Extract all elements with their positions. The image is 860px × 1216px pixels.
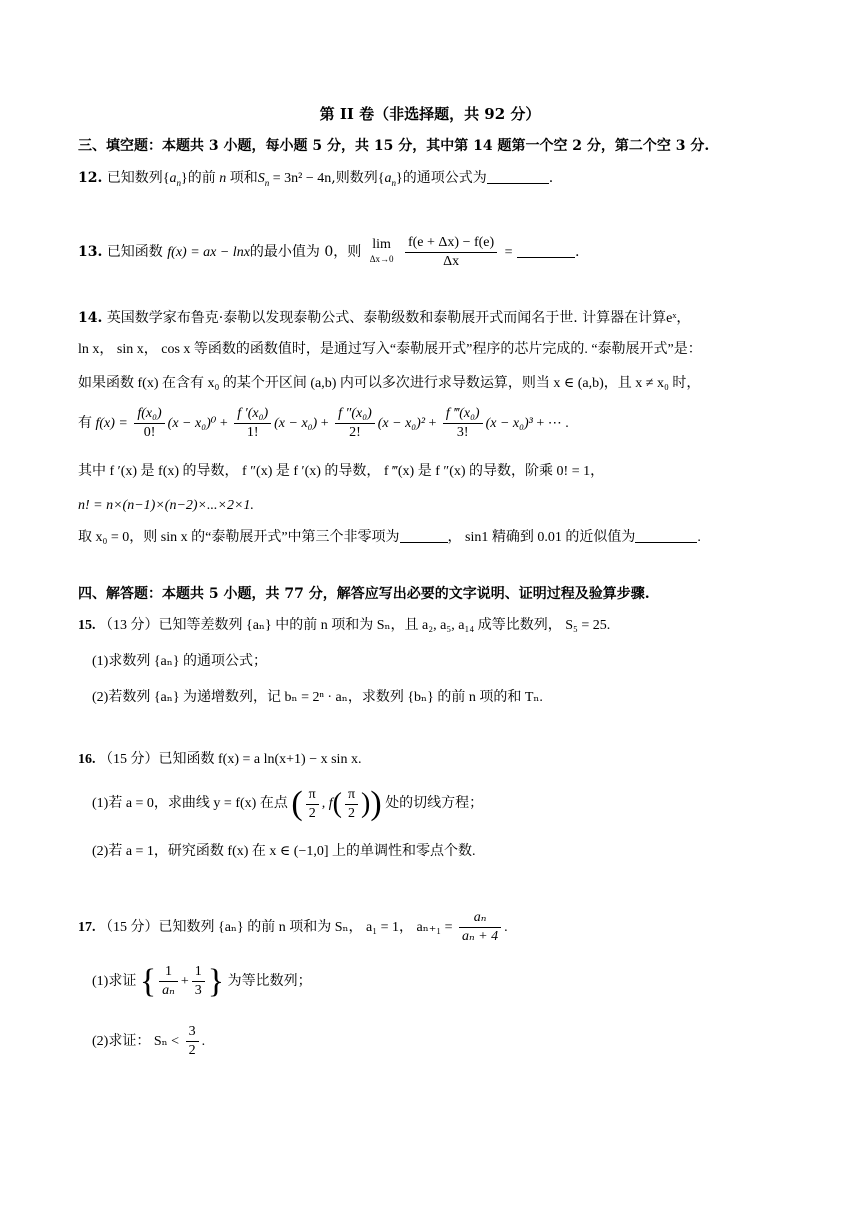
fraction-denominator: aₙ: [162, 983, 175, 999]
q17-part-1: [92, 962, 800, 1002]
right-paren: ): [370, 785, 382, 822]
question-14-line-5: 其中 f ′(x) 是 f(x) 的导数， f ″(x) 是 f ′(x) 的导数， f ‴(x) 是 f ″(x) 的导数，阶乘 0! = 1，: [78, 464, 605, 479]
fraction-denominator: Δx: [443, 253, 460, 269]
q12-text: 已知数列: [106, 170, 163, 186]
taylor-lhs: f(x) =: [95, 416, 128, 431]
question-number: 16.: [78, 752, 96, 767]
plus-sign: +: [180, 974, 189, 989]
fraction-numerator: 3: [186, 1023, 199, 1042]
question-14-line-3: 如果函数 f(x) 在含有 x₀ 的某个开区间 (a,b) 内可以多次进行求导数运算，则当 x ∈ (a,b)，且 x ≠ x₀ 时，: [78, 376, 701, 391]
fraction-numerator: aₙ: [459, 909, 501, 928]
one-third: [192, 963, 205, 1000]
plus-sign: +: [219, 416, 228, 431]
term-denominator: 1!: [246, 425, 259, 441]
plus-sign: +: [320, 416, 329, 431]
q17-stem: （15 分）已知数列 {aₙ} 的前 n 项和为 Sₙ， a₁ = 1， aₙ₊₁ =: [99, 920, 453, 935]
equals-sign: =: [504, 245, 513, 260]
q14-end: .: [697, 530, 701, 545]
term-numerator: f ‴(x₀): [443, 405, 483, 424]
q17-end: .: [504, 920, 508, 935]
q15-part-2: (2)若数列 {aₙ} 为递增数列，记 bₙ = 2ⁿ · aₙ，求数列 {bₙ} 的前 n 项的和 Tₙ.: [92, 690, 543, 705]
fraction-numerator: π: [345, 786, 358, 805]
q12-text: 的通项公式为: [402, 170, 487, 186]
term-power: (x − x₀)²: [377, 416, 426, 431]
taylor-term-1: [234, 405, 271, 442]
q17-text: (2)求证： Sₙ <: [92, 1034, 180, 1049]
q14-text: eˣ，: [666, 311, 691, 326]
fraction-denominator: 3: [194, 983, 202, 999]
left-brace: {: [139, 962, 157, 1000]
fraction-denominator: 2: [347, 805, 355, 821]
q16-part-1: (1)若 a = 0，求曲线 y = f(x) 在点 ( $\frac{\pi}{2}$ , f( $\frac{\pi}{2}$ )) 处的切线方程；: [92, 785, 484, 822]
fraction-denominator: 2: [308, 805, 316, 821]
term-power: (x − x₀)⁰: [167, 416, 217, 431]
fraction-denominator: 2: [188, 1043, 196, 1059]
answer-blank[interactable]: [635, 528, 697, 543]
question-number: 17.: [78, 920, 96, 935]
q12-text: 项和: [229, 170, 258, 186]
question-number: 15.: [78, 618, 96, 633]
answer-blank[interactable]: [487, 169, 549, 184]
pi-over-two: [345, 786, 358, 823]
q16-part-2: (2)若 a = 1，研究函数 f(x) 在 x ∈ (−1,0] 上的单调性和零点个数.: [92, 844, 476, 859]
limit-operator: [370, 238, 394, 266]
q16-text: (1)若 a = 0，求曲线 y = f(x) 在点: [92, 796, 288, 812]
series-ellipsis: + ⋯ .: [536, 416, 569, 431]
q12-text: ,则数列: [331, 170, 378, 186]
term-numerator: f ′(x₀): [234, 405, 271, 424]
term-denominator: 3!: [456, 425, 469, 441]
three-halves: [186, 1023, 199, 1060]
q13-text: 的最小值为 0，则: [249, 244, 362, 260]
question-12: 12. 已知数列$\{a_n\}$的前 n 项和$S_n = 3n^2 - 4n$,则数列$\{a_n\}$的通项公式为 .: [78, 170, 554, 188]
q13-end: .: [574, 244, 580, 260]
q13-fraction: [405, 234, 497, 271]
right-brace: }: [207, 962, 225, 1000]
taylor-term-0: [134, 405, 164, 442]
taylor-formula: [78, 404, 800, 444]
question-17: [78, 908, 800, 948]
question-14-line-2: ln x， sin x， cos x 等函数的函数值时，是通过写入“泰勒展开式”程序的芯片完成的. “泰勒展开式”是：: [78, 342, 702, 357]
question-number: 12.: [78, 170, 103, 186]
term-numerator: f(x₀): [134, 405, 164, 424]
one-over-an: [159, 963, 178, 1000]
q12-end: .: [548, 170, 554, 186]
q17-text: 为等比数列；: [227, 974, 312, 989]
q14-text: 英国数学家布鲁克·泰勒以发现泰勒公式、泰勒级数和泰勒展开式而闻名于世. 计算器在计算: [106, 310, 667, 326]
q16-stem: （15 分）已知函数 f(x) = a ln(x+1) − x sin x.: [99, 752, 362, 767]
limit-subscript: Δx→0: [369, 254, 394, 264]
taylor-term-3: [443, 405, 483, 442]
recurrence-fraction: [459, 909, 501, 946]
section-title: 第 II 卷（非选择题，共 92 分）: [319, 105, 541, 123]
answer-blank[interactable]: [400, 528, 448, 543]
q15-stem: （13 分）已知等差数列 {aₙ} 中的前 n 项和为 Sₙ，且 a₂, a₅, a₁₄ 成等比数列， S₅ = 25.: [99, 618, 611, 633]
question-14-line-7: [78, 528, 800, 548]
q13-text: 已知函数: [106, 244, 163, 260]
fraction-numerator: π: [306, 786, 319, 805]
question-14-line-6: n! = n×(n−1)×(n−2)×...×2×1.: [78, 498, 254, 513]
q15-part-1: (1)求数列 {aₙ} 的通项公式；: [92, 654, 268, 669]
question-14-line-1: [78, 308, 800, 329]
term-power: (x − x₀): [274, 416, 318, 431]
q16-text: 处的切线方程；: [385, 796, 484, 812]
fill-in-section-heading: 三、填空题：本题共 3 小题，每小题 5 分，共 15 分，其中第 14 题第一个空 2 分，第二个空 3 分.: [78, 138, 710, 154]
q13-formula: f(x) = ax − lnx: [167, 245, 250, 260]
question-16: [78, 750, 800, 770]
fraction-denominator: aₙ + 4: [461, 929, 499, 945]
q16-text: , f: [321, 796, 333, 812]
answer-blank[interactable]: [517, 243, 575, 258]
term-numerator: f ″(x₀): [335, 405, 375, 424]
question-15: [78, 616, 800, 636]
q17-end: .: [201, 1034, 206, 1049]
q12-text: 的前: [187, 170, 216, 186]
limit-label: lim: [372, 237, 391, 252]
pi-over-two: [306, 786, 319, 823]
q14-text: 取 x₀ = 0，则 sin x 的“泰勒展开式”中第三个非零项为: [78, 530, 400, 545]
term-power: (x − x₀)³: [485, 416, 533, 431]
taylor-term-2: [335, 405, 375, 442]
fraction-numerator: 1: [192, 963, 205, 982]
q17-part-2: [92, 1022, 800, 1062]
q12-formula: = 3n² − 4n: [272, 171, 332, 186]
fraction-numerator: f(e + Δx) − f(e): [405, 234, 497, 253]
plus-sign: +: [428, 416, 437, 431]
fraction-numerator: 1: [159, 963, 178, 982]
q14-text: ， sin1 精确到 0.01 的近似值为: [447, 530, 636, 545]
term-denominator: 0!: [143, 425, 156, 441]
q14-text: 有: [78, 416, 92, 431]
q17-text: (1)求证: [92, 974, 137, 989]
answer-section-heading: 四、解答题：本题共 5 小题，共 77 分，解答应写出必要的文字说明、证明过程及验算步骤.: [78, 586, 650, 602]
term-denominator: 2!: [349, 425, 361, 441]
question-13: [78, 232, 800, 273]
question-number: 14.: [78, 310, 103, 326]
question-number: 13.: [78, 244, 103, 260]
left-paren: (: [291, 785, 303, 822]
